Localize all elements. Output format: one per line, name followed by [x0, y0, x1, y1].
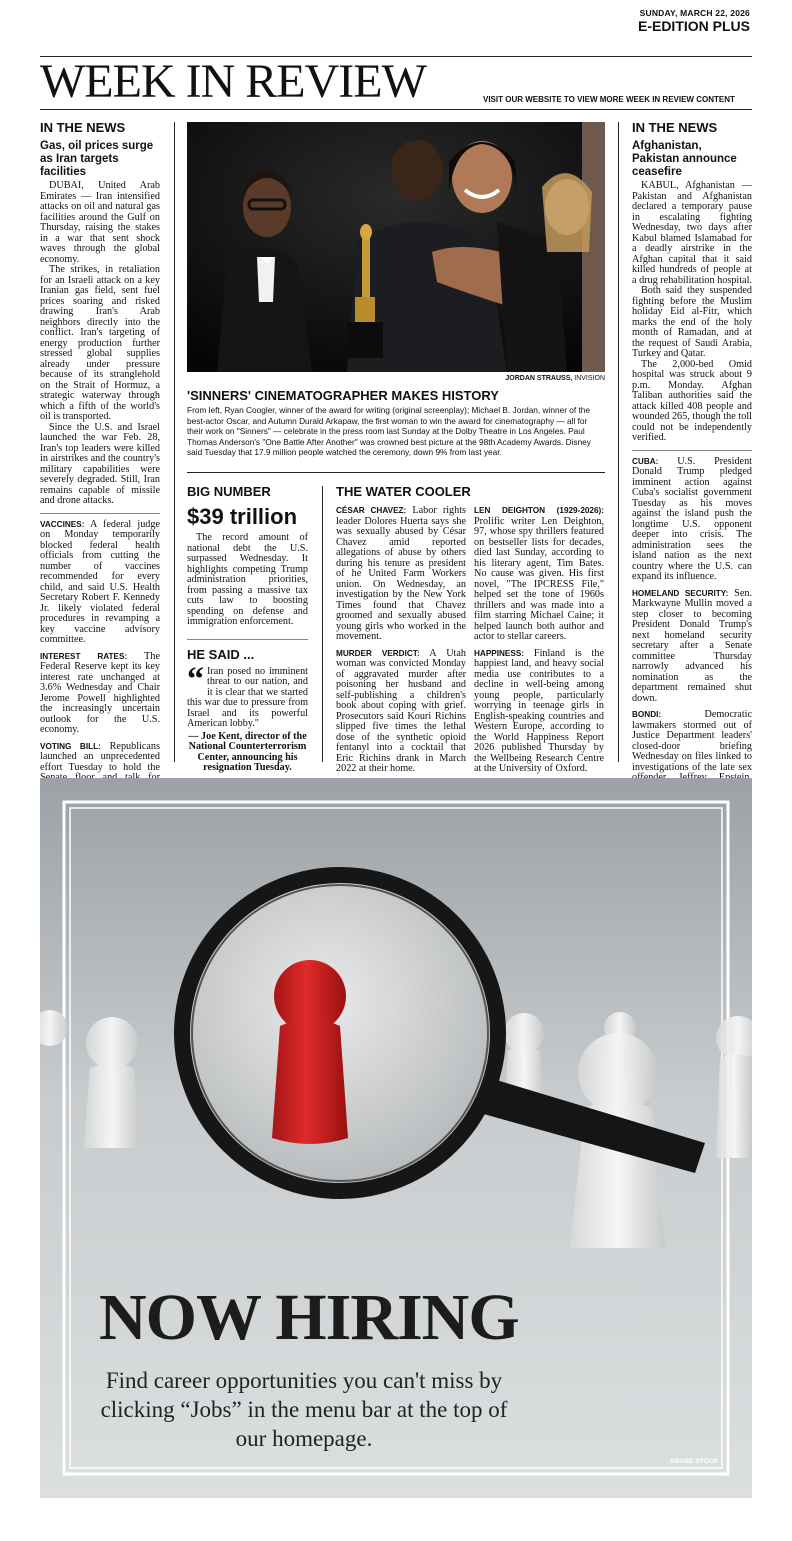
- water-cooler-col-2: [474, 506, 604, 781]
- cooler-lead: HAPPINESS:: [474, 648, 525, 658]
- story-paragraph: KABUL, Afghanistan — Pakistan and Afghanistan declared a temporary pause in escalating fighting Wednesday, two days after Kabul blamed Islamabad for a deadly airstrike in the Afghan capital that it said killed hundreds of people at a drug rehabilitation hospital.: [632, 180, 752, 286]
- water-cooler-title: THE WATER COOLER: [336, 484, 471, 499]
- photo-headline: 'SINNERS' CINEMATOGRAPHER MAKES HISTORY: [187, 388, 499, 403]
- story-paragraph: Since the U.S. and Israel launched the war Feb. 28, Iran's top leaders were killed in airstrikes and the country's military capabilities were severely degraded. Still, Iran remains capable of missile and drone attacks.: [40, 421, 160, 506]
- photo-credit: [187, 375, 605, 382]
- story-paragraph: Both said they suspended fighting before the Muslim holiday Eid al-Fitr, which marks the end of the holy month of Ramadan, and at the request of Saudi Arabia, Turkey and Qatar.: [632, 285, 752, 359]
- quote-text: Iran posed no imminent threat to our nation, and it is clear that we started this war due to pressure from Israel and its powerful American lobby.": [187, 665, 308, 729]
- ad-title: NOW HIRING: [99, 1281, 519, 1354]
- quote-block: [187, 660, 308, 730]
- brief-lead: HOMELAND SECURITY:: [632, 588, 729, 598]
- brief-lead: BONDI:: [632, 710, 662, 719]
- oscars-photo: [187, 122, 605, 372]
- brief-lead: VACCINES:: [40, 519, 85, 529]
- photo-caption: From left, Ryan Coogler, winner of the award for writing (original screenplay); Michael B. Jordan, winner of the best-actor Oscar, and Autumn Durald Arkapaw, the first woman to win the award for cinematography — all for their work on "Sinners" — celebrate in the press room last Sunday at the Dolby Theatre in Los Angeles. Paul Thomas Anderson's "One Battle After Another" was crowned best picture at the 98th Academy Awards. Disney said Tuesday that 17.9 million people watched the ceremony, down 9% from last year.: [187, 405, 591, 458]
- now-hiring-ad[interactable]: [40, 778, 752, 1498]
- cooler-lead: MURDER VERDICT:: [336, 648, 420, 658]
- issue-date: SUNDAY, MARCH 22, 2026: [639, 8, 750, 18]
- cooler-text: Finland is the happiest land, and heavy social media use contributes to a decline in well-being among young people, particularly worrying in teenage girls in English-speaking countries and Western Europe, according to the World Happiness Report 2026 published Thursday by the Wellbeing Research Centre at the University of Oxford.: [474, 647, 604, 774]
- brief-item: [632, 457, 752, 583]
- quote-mark-icon: “: [187, 660, 204, 698]
- left-news-column: [40, 120, 160, 847]
- ad-subtitle: Find career opportunities you can't miss by clicking “Jobs” in the menu bar at the top of our homepage.: [100, 1368, 508, 1451]
- brief-item: [40, 520, 160, 646]
- column-divider: [174, 122, 175, 762]
- cooler-text: A Utah woman was convicted Monday of aggravated murder after poisoning her husband and self-publishing a children's book about coping with grief. Prosecutors said Kouri Richins slipped five times the lethal dose of the synthetic opioid fentanyl into a cocktail that Eric Richins drank in March 2022 at their home.: [336, 647, 466, 774]
- column-divider: [322, 486, 323, 762]
- brief-text: Democratic lawmakers stormed out of Justice Department leaders' closed-door briefing Wednesday on files linked to investigations of the late sex: [632, 709, 752, 773]
- photo-credit-org: INVISION: [574, 375, 605, 382]
- divider: [40, 513, 160, 514]
- big-number-column: [187, 484, 308, 774]
- visit-website-link[interactable]: VISIT OUR WEBSITE TO VIEW MORE WEEK IN REVIEW CONTENT: [483, 95, 735, 104]
- brief-text: Republicans launched an unprecedented effort Tuesday to hold the: [40, 740, 160, 773]
- masthead: WEEK IN REVIEW: [40, 55, 426, 108]
- section-title: BIG NUMBER: [187, 484, 271, 499]
- section-title: IN THE NEWS: [40, 120, 126, 135]
- cooler-item: [336, 506, 466, 643]
- section-title: HE SAID ...: [187, 646, 255, 662]
- ad-credit: ADOBE STOCK: [670, 1458, 718, 1465]
- brief-text: A federal judge on Monday temporarily blocked federal health officials from cutting the number of vaccines recommended for every child, and said U.S. Health Secretary Robert F. Kennedy Jr. likely violated federal procedures in revamping a key vaccine advisory committee.: [40, 518, 160, 645]
- brief-lead: VOTING BILL:: [40, 741, 101, 751]
- water-cooler-col-1: [336, 506, 466, 781]
- quote-attribution: — Joe Kent, director of the National Counterterrorism Center, announcing his resignation Tuesday.: [188, 730, 307, 773]
- brief-item: [40, 652, 160, 736]
- cooler-item: [474, 649, 604, 775]
- story-headline: Gas, oil prices surge as Iran targets facilities: [40, 140, 154, 178]
- column-divider: [618, 122, 619, 762]
- section-title: IN THE NEWS: [632, 120, 718, 135]
- cooler-item: [474, 506, 604, 643]
- photo-credit-name: JORDAN STRAUSS,: [505, 375, 573, 382]
- edition-label: E-EDITION PLUS: [637, 18, 750, 34]
- cooler-item: [336, 649, 466, 775]
- brief-item: [632, 589, 752, 705]
- story-headline: Afghanistan, Pakistan announce ceasefire: [632, 140, 737, 178]
- cooler-lead: LEN DEIGHTON (1929-2026):: [474, 506, 604, 515]
- divider: [187, 639, 308, 640]
- brief-text: Sen. Markwayne Mullin moved a step closer to becoming President Donald Trump's next homeland security secretary after a Senate committee Thursday narrowly advanced his nomination as the department remained shut down.: [632, 587, 752, 704]
- brief-text: U.S. President Donald Trump pledged imminent action against Cuba's socialist government Tuesday as his moves against the island push the longtime U.S. opponent deeper into crisis. The administration sees the island nation as the next country where the U.S. can expand its influence.: [632, 455, 753, 582]
- cooler-lead: CÉSAR CHAVEZ:: [336, 506, 407, 515]
- divider: [632, 450, 752, 451]
- story-paragraph: DUBAI, United Arab Emirates — Iran intensified attacks on oil and natural gas facilities around the Gulf on Thursday, raising the stakes in a war that sent shock waves through the global economy.: [40, 180, 160, 265]
- brief-lead: CUBA:: [632, 456, 659, 466]
- right-news-column: [632, 120, 752, 836]
- brief-text: The Federal Reserve kept its key interest rate unchanged at 3.6% Wednesday and Chair Jerome Powell highlighted the increasingly uncertain outlook for the U.S. economy.: [40, 650, 160, 735]
- brief-lead: INTEREST RATES:: [40, 651, 128, 661]
- cooler-text: Prolific writer Len Deighton, 97, whose spy thrillers featured on bestseller lists for decades, died last Sunday, according to his literary agent, Tim Bates. No cause was given. His first novel, "The IPCRESS File," helped set the tone of 1960s thrillers and was made into a film starring Michael Caine; it helped launch both author and actor to stellar careers.: [474, 515, 604, 642]
- big-number-text: The record amount of national debt the U.S. surpassed Wednesday. It highlights competing Trump administration priorities, from passing a massive tax cuts law to boosting spending on defense and immigration enforcement.: [187, 532, 308, 627]
- story-paragraph: The strikes, in retaliation for an Israeli attack on a key Iranian gas field, sent fuel prices soaring and risked drawing Iran's Arab neighbors directly into the conflict. Iran's targeting of energy production further stressed global supplies already under pressure because of its stranglehold on the Strait of Hormuz, a strategic waterway through which a fifth of the world's oil is transported.: [40, 264, 160, 422]
- photo-illustration: [187, 122, 605, 372]
- cooler-text: Labor rights leader Dolores Huerta says she was sexually abused by César Chavez amid reported allegations of abuse by others during his tenure as president of he United Farm Workers union. On Wednesday, an investigation by the New York Times found that Chavez groomed and sexually abused young girls who worked in the movement.: [336, 505, 467, 642]
- story-paragraph: The 2,000-bed Omid hospital was struck about 9 p.m. Monday. Afghan Taliban authorities said the attack killed 408 people and wounded 265, though the toll could not be independently verified.: [632, 358, 752, 443]
- masthead-rule: [40, 109, 752, 110]
- photo-bottom-rule: [187, 472, 605, 473]
- big-number-value: $39 trillion: [187, 504, 298, 529]
